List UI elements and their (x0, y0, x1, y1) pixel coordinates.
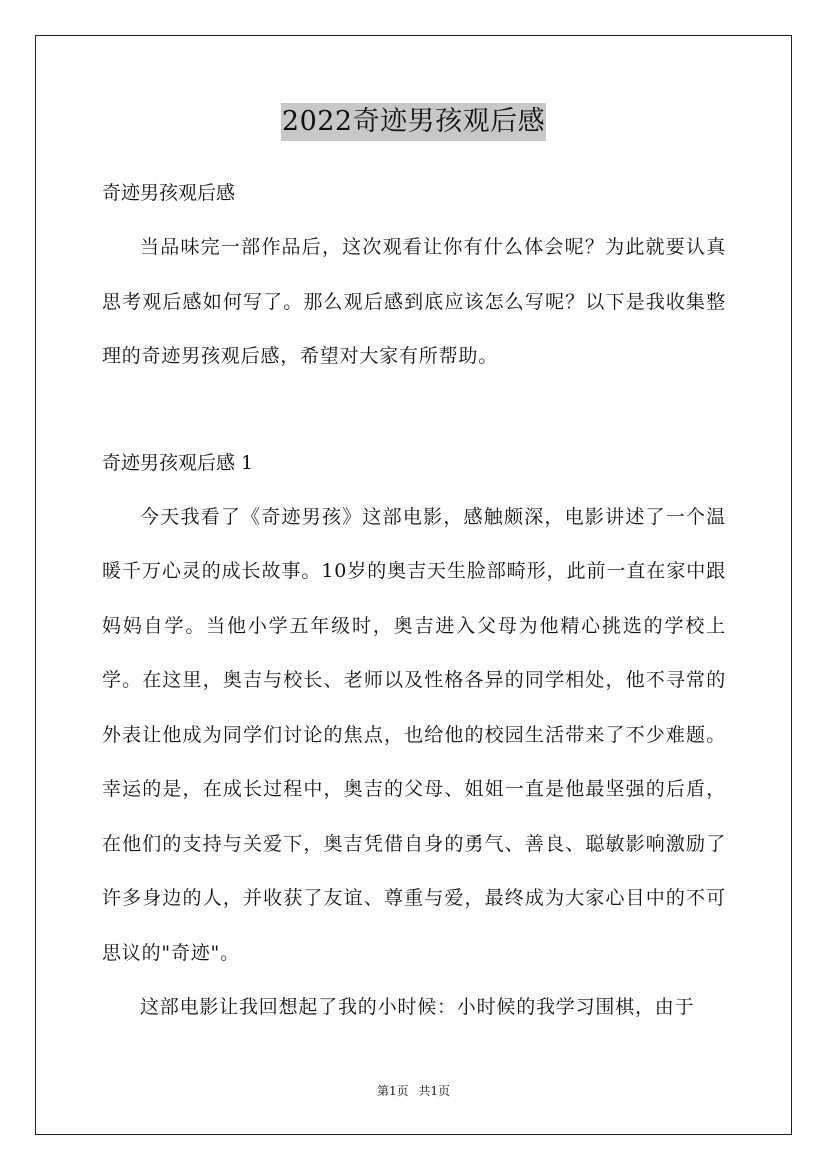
title-container (0, 103, 827, 141)
intro-heading: 奇迹男孩观后感 (102, 182, 236, 204)
page-number: 第1页 (376, 1084, 409, 1098)
section1-paragraph-2: 这部电影让我回想起了我的小时候：小时候的我学习围棋，由于 (140, 996, 695, 1018)
page-total: 共1页 (418, 1084, 451, 1098)
intro-paragraph: 当品味完一部作品后，这次观看让你有什么体会呢？为此就要认真思考观后感如何写了。那么观后感到底应该怎么写呢？以下是我收集整理的奇迹男孩观后感，希望对大家有所帮助。 (102, 236, 726, 367)
document-body (102, 166, 726, 1035)
section1-paragraph-1: 今天我看了《奇迹男孩》这部电影，感触颇深，电影讲述了一个温暖千万心灵的成长故事。10岁的奥吉天生脸部畸形，此前一直在家中跟妈妈自学。当他小学五年级时，奥吉进入父母为他精心挑选的学校上学。在这里，奥吉与校长、老师以及性格各异的同学相处，他不寻常的外表让他成为同学们讨论的焦点，也给他的校园生活带来了不少难题。幸运的是，在成长过程中，奥吉的父母、姐姐一直是他最坚强的后盾，在他们的支持与关爱下，奥吉凭借自身的勇气、善良、聪敏影响激励了许多身边的人，并收获了友谊、尊重与爱，最终成为大家心目中的不可思议的"奇迹"。 (102, 505, 726, 964)
section1-heading: 奇迹男孩观后感 1 (102, 451, 254, 474)
section-spacer (102, 384, 726, 436)
page-footer (0, 1083, 827, 1099)
document-title: 2022奇迹男孩观后感 (281, 103, 546, 141)
